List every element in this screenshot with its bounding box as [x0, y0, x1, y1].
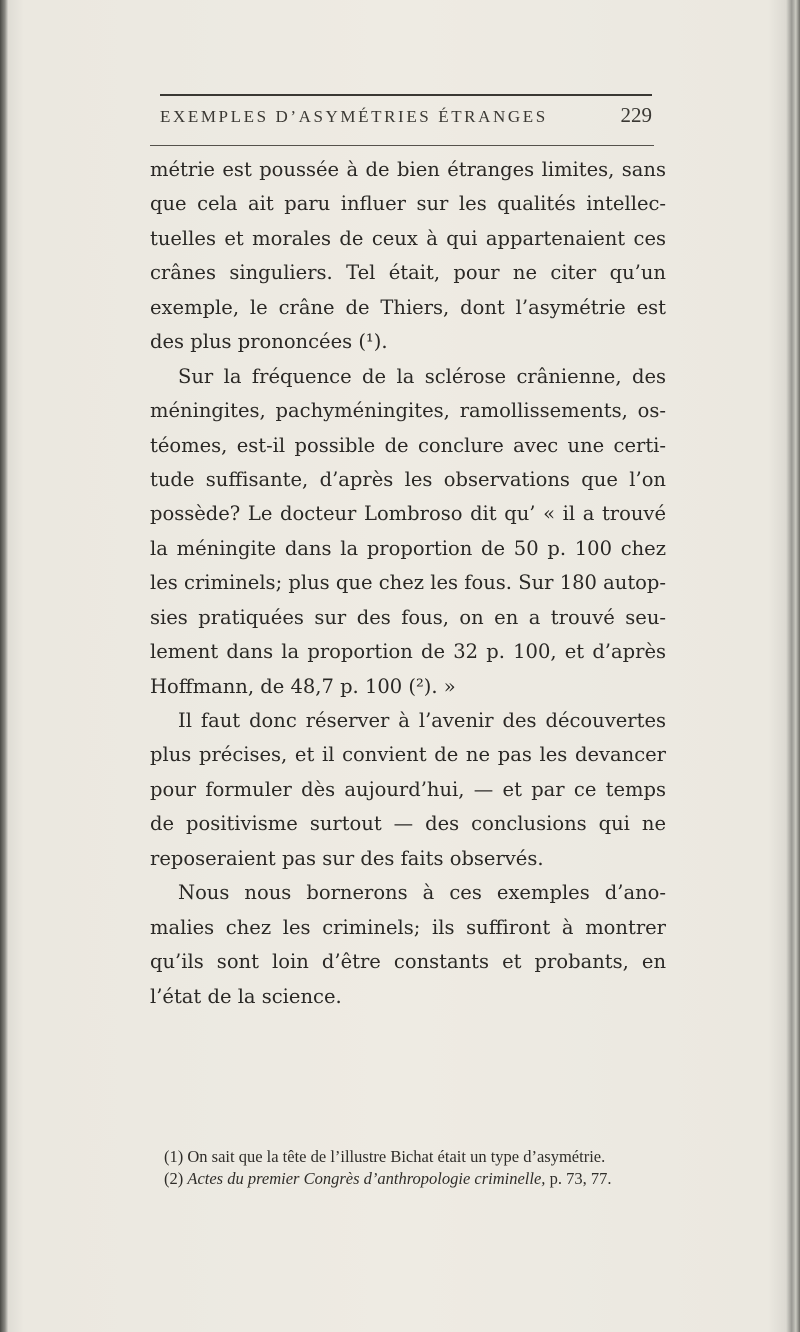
footnote-2-number: (2)	[164, 1169, 188, 1188]
text-line: Il faut donc réserver à l’avenir des découvertes	[178, 709, 666, 732]
text-line: tude suffisante, d’après les observations que l’on	[150, 467, 666, 491]
text-line: des plus prononcées (¹).	[150, 330, 388, 354]
text-line: la méningite dans la proportion de 50 p. 100 chez	[150, 536, 666, 560]
text-line: crânes singuliers. Tel était, pour ne citer qu’un	[150, 261, 666, 285]
footnote-1: (1) On sait que la tête de l’illustre Bichat était un type d’asymétrie.	[164, 1147, 606, 1166]
footnotes	[164, 1146, 664, 1190]
body-text	[150, 153, 666, 1014]
text-line: méningites, pachyméningites, ramollissements, os-	[150, 399, 666, 423]
book-gutter-shadow	[0, 0, 8, 1332]
text-line: possède? Le docteur Lombroso dit qu’ « il a trouvé	[150, 502, 666, 526]
text-line: métrie est poussée à de bien étranges limites, sans	[150, 158, 666, 181]
running-title: EXEMPLES D’ASYMÉTRIES ÉTRANGES	[160, 107, 548, 126]
footnote-2-citation: Actes du premier Congrès d’anthropologie criminelle,	[187, 1169, 546, 1188]
header-rule-top	[160, 94, 652, 96]
text-line: plus précises, et il convient de ne pas les devancer	[150, 743, 666, 767]
text-line: de positivisme surtout — des conclusions qui ne	[150, 812, 666, 836]
text-line: qu’ils sont loin d’être constants et probants, en	[150, 950, 666, 974]
text-line: que cela ait paru influer sur les qualités intellec-	[150, 192, 666, 216]
footnote-2-pages: p. 73, 77.	[545, 1169, 612, 1188]
footnote-2	[164, 1168, 664, 1190]
text-line: lement dans la proportion de 32 p. 100, et d’après	[150, 640, 666, 664]
text-line: Hoffmann, de 48,7 p. 100 (²). »	[150, 674, 456, 698]
text-line: Sur la fréquence de la sclérose crânienne, des	[178, 364, 666, 388]
running-head	[160, 103, 652, 135]
text-line: les criminels; plus que chez les fous. Sur 180 autop-	[150, 571, 666, 595]
text-line: tuelles et morales de ceux à qui appartenaient ces	[150, 226, 666, 250]
text-line: malies chez les criminels; ils suffiront à montrer	[150, 915, 666, 939]
text-line: l’état de la science.	[150, 984, 342, 1008]
text-line: téomes, est-il possible de conclure avec une certi-	[150, 433, 666, 457]
text-line: Nous nous bornerons à ces exemples d’ano-	[178, 881, 666, 905]
page-number: 229	[620, 103, 652, 127]
page-edge-shadow	[786, 0, 800, 1332]
text-line: sies pratiquées sur des fous, on en a trouvé seu-	[150, 605, 666, 629]
text-line: exemple, le crâne de Thiers, dont l’asymétrie est	[150, 295, 666, 319]
text-line: reposeraient pas sur des faits observés.	[150, 846, 544, 870]
header-rule-bottom	[150, 145, 654, 146]
text-line: pour formuler dès aujourd’hui, — et par ce temps	[150, 777, 666, 801]
